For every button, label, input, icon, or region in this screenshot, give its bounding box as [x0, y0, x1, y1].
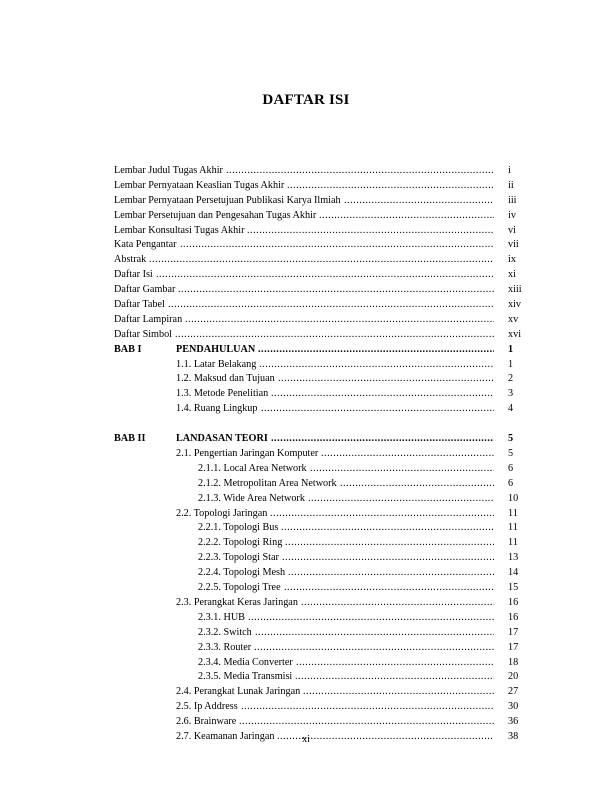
- toc-entry[interactable]: [114, 611, 524, 626]
- dot-leader: [319, 209, 494, 224]
- toc-entry[interactable]: [114, 551, 524, 566]
- toc-entry[interactable]: [114, 358, 524, 373]
- entry-page: 10: [508, 492, 519, 504]
- entry-page: 16: [508, 596, 519, 608]
- dot-leader: [284, 581, 494, 596]
- toc-entry[interactable]: [114, 253, 524, 268]
- entry-page: iv: [508, 209, 516, 221]
- entry-title: 2.2.2. Topologi Ring: [198, 536, 285, 551]
- entry-page: 36: [508, 716, 519, 728]
- dot-leader: [258, 343, 494, 358]
- entry-title: Daftar Isi: [114, 268, 156, 283]
- entry-title: Daftar Lampiran: [114, 313, 185, 328]
- toc-entry[interactable]: [114, 507, 524, 522]
- dot-leader: [281, 521, 494, 536]
- entry-title: 2.2. Topologi Jaringan: [176, 507, 270, 522]
- entry-page: 5: [508, 433, 514, 445]
- entry-page: 17: [508, 626, 519, 638]
- entry-title: Lembar Persetujuan dan Pengesahan Tugas Akhir: [114, 209, 319, 224]
- entry-page: 3: [508, 388, 514, 400]
- entry-page: xiii: [508, 284, 522, 296]
- entry-page: 11: [508, 522, 518, 534]
- entry-page: vi: [508, 224, 516, 236]
- entry-title: Lembar Konsultasi Tugas Akhir: [114, 224, 247, 239]
- toc-entry[interactable]: [114, 536, 524, 551]
- entry-page: xiv: [508, 299, 522, 311]
- entry-page: 18: [508, 656, 519, 668]
- toc-chapter[interactable]: [114, 432, 524, 447]
- entry-page: 20: [508, 671, 519, 683]
- entry-page: xvi: [508, 328, 522, 340]
- entry-page: 1: [508, 343, 514, 355]
- entry-title: 2.3. Perangkat Keras Jaringan: [176, 596, 301, 611]
- entry-title: 2.2.4. Topologi Mesh: [198, 566, 288, 581]
- entry-title: 1.1. Latar Belakang: [176, 358, 259, 373]
- dot-leader: [156, 268, 494, 283]
- toc-entry[interactable]: [114, 596, 524, 611]
- toc-entry[interactable]: [114, 209, 524, 224]
- entry-title: Lembar Judul Tugas Akhir: [114, 164, 226, 179]
- entry-title: Kata Pengantar: [114, 238, 180, 253]
- dot-leader: [254, 641, 494, 656]
- entry-title: 2.3.3. Router: [198, 641, 254, 656]
- toc-entry[interactable]: [114, 164, 524, 179]
- toc-entry[interactable]: [114, 372, 524, 387]
- chapter-spacer: [114, 417, 524, 432]
- dot-leader: [239, 715, 494, 730]
- toc-entry[interactable]: [114, 656, 524, 671]
- dot-leader: [340, 477, 494, 492]
- dot-leader: [241, 700, 494, 715]
- toc-entry[interactable]: [114, 283, 524, 298]
- dot-leader: [261, 402, 494, 417]
- dot-leader: [285, 536, 494, 551]
- page-title: DAFTAR ISI: [262, 92, 350, 108]
- entry-title: 2.3.4. Media Converter: [198, 656, 296, 671]
- dot-leader: [175, 328, 494, 343]
- toc-entry[interactable]: [114, 715, 524, 730]
- entry-title: 2.3.5. Media Transmisi: [198, 670, 295, 685]
- entry-page: xv: [508, 313, 519, 325]
- toc-chapter[interactable]: [114, 343, 524, 358]
- toc-entry[interactable]: [114, 700, 524, 715]
- dot-leader: [270, 507, 494, 522]
- entry-page: 2: [508, 373, 514, 385]
- entry-page: 11: [508, 507, 518, 519]
- entry-title: 2.1. Pengertian Jaringan Komputer: [176, 447, 321, 462]
- toc-entry[interactable]: [114, 641, 524, 656]
- entry-title: Lembar Pernyataan Keaslian Tugas Akhir: [114, 179, 287, 194]
- toc-entry[interactable]: [114, 566, 524, 581]
- toc-entry[interactable]: [114, 581, 524, 596]
- entry-title: 1.3. Metode Penelitian: [176, 387, 271, 402]
- toc-entry[interactable]: [114, 492, 524, 507]
- dot-leader: [259, 358, 494, 373]
- toc-entry[interactable]: [114, 387, 524, 402]
- dot-leader: [180, 238, 494, 253]
- entry-page: i: [508, 165, 511, 176]
- entry-page: 5: [508, 448, 514, 460]
- entry-title: 2.5. Ip Address: [176, 700, 241, 715]
- dot-leader: [303, 685, 494, 700]
- entry-title: 2.2.5. Topologi Tree: [198, 581, 284, 596]
- entry-title: PENDAHULUAN: [176, 343, 258, 358]
- entry-title: Daftar Gambar: [114, 283, 178, 298]
- dot-leader: [344, 194, 494, 209]
- page-number: xi: [302, 734, 310, 745]
- dot-leader: [149, 253, 494, 268]
- entry-title: 2.3.2. Switch: [198, 626, 255, 641]
- chapter-label: BAB II: [114, 433, 146, 445]
- dot-leader: [287, 179, 494, 194]
- entry-page: 4: [508, 403, 514, 415]
- dot-leader: [178, 283, 494, 298]
- toc-entry[interactable]: [114, 670, 524, 685]
- dot-leader: [296, 656, 494, 671]
- dot-leader: [255, 626, 494, 641]
- toc-entry[interactable]: [114, 238, 524, 253]
- toc-entry[interactable]: [114, 462, 524, 477]
- dot-leader: [248, 611, 494, 626]
- toc-entry[interactable]: [114, 685, 524, 700]
- dot-leader: [295, 670, 494, 685]
- dot-leader: [271, 432, 494, 447]
- dot-leader: [168, 298, 494, 313]
- dot-leader: [185, 313, 494, 328]
- chapter-label: BAB I: [114, 343, 142, 355]
- entry-page: 6: [508, 477, 514, 489]
- dot-leader: [308, 492, 494, 507]
- entry-title: 2.4. Perangkat Lunak Jaringan: [176, 685, 303, 700]
- dot-leader: [282, 551, 494, 566]
- entry-title: Lembar Pernyataan Persetujuan Publikasi Karya Ilmiah: [114, 194, 344, 209]
- entry-title: 2.1.2. Metropolitan Area Network: [198, 477, 340, 492]
- dot-leader: [288, 566, 494, 581]
- toc-entry[interactable]: [114, 313, 524, 328]
- toc-entry[interactable]: [114, 521, 524, 536]
- dot-leader: [301, 596, 494, 611]
- table-of-contents: [114, 164, 524, 745]
- entry-title: 2.6. Brainware: [176, 715, 239, 730]
- toc-entry[interactable]: [114, 298, 524, 313]
- entry-title: 2.2.3. Topologi Star: [198, 551, 282, 566]
- entry-page: 11: [508, 537, 518, 549]
- entry-page: ii: [508, 179, 514, 191]
- entry-page: 6: [508, 462, 514, 474]
- toc-entry[interactable]: [114, 477, 524, 492]
- entry-page: 30: [508, 701, 519, 713]
- entry-title: Abstrak: [114, 253, 149, 268]
- dot-leader: [271, 387, 494, 402]
- toc-entry[interactable]: [114, 626, 524, 641]
- toc-entry[interactable]: [114, 179, 524, 194]
- toc-entry[interactable]: [114, 447, 524, 462]
- entry-title: 2.1.1. Local Area Network: [198, 462, 310, 477]
- entry-title: 2.1.3. Wide Area Network: [198, 492, 308, 507]
- entry-title: Daftar Simbol: [114, 328, 175, 343]
- entry-title: 2.7. Keamanan Jaringan: [176, 730, 277, 745]
- entry-page: 16: [508, 611, 519, 623]
- entry-page: 15: [508, 582, 519, 594]
- dot-leader: [226, 164, 494, 179]
- entry-page: ix: [508, 254, 516, 266]
- entry-page: 38: [508, 730, 519, 742]
- entry-page: 14: [508, 567, 519, 579]
- entry-page: 1: [508, 358, 514, 370]
- toc-entry[interactable]: [114, 328, 524, 343]
- entry-page: 17: [508, 641, 519, 653]
- toc-entry[interactable]: [114, 402, 524, 417]
- entry-title: Daftar Tabel: [114, 298, 168, 313]
- entry-title: 2.3.1. HUB: [198, 611, 248, 626]
- entry-page: xi: [508, 269, 516, 281]
- dot-leader: [247, 224, 494, 239]
- entry-page: 27: [508, 686, 519, 698]
- dot-leader: [321, 447, 494, 462]
- entry-page: iii: [508, 194, 517, 206]
- entry-page: 13: [508, 552, 519, 564]
- entry-title: 1.2. Maksud dan Tujuan: [176, 372, 278, 387]
- entry-title: LANDASAN TEORI: [176, 432, 271, 447]
- dot-leader: [278, 372, 494, 387]
- entry-page: vii: [508, 239, 519, 251]
- toc-entry[interactable]: [114, 268, 524, 283]
- toc-entry[interactable]: [114, 224, 524, 239]
- entry-title: 2.2.1. Topologi Bus: [198, 521, 281, 536]
- dot-leader: [310, 462, 494, 477]
- toc-entry[interactable]: [114, 194, 524, 209]
- entry-title: 1.4. Ruang Lingkup: [176, 402, 261, 417]
